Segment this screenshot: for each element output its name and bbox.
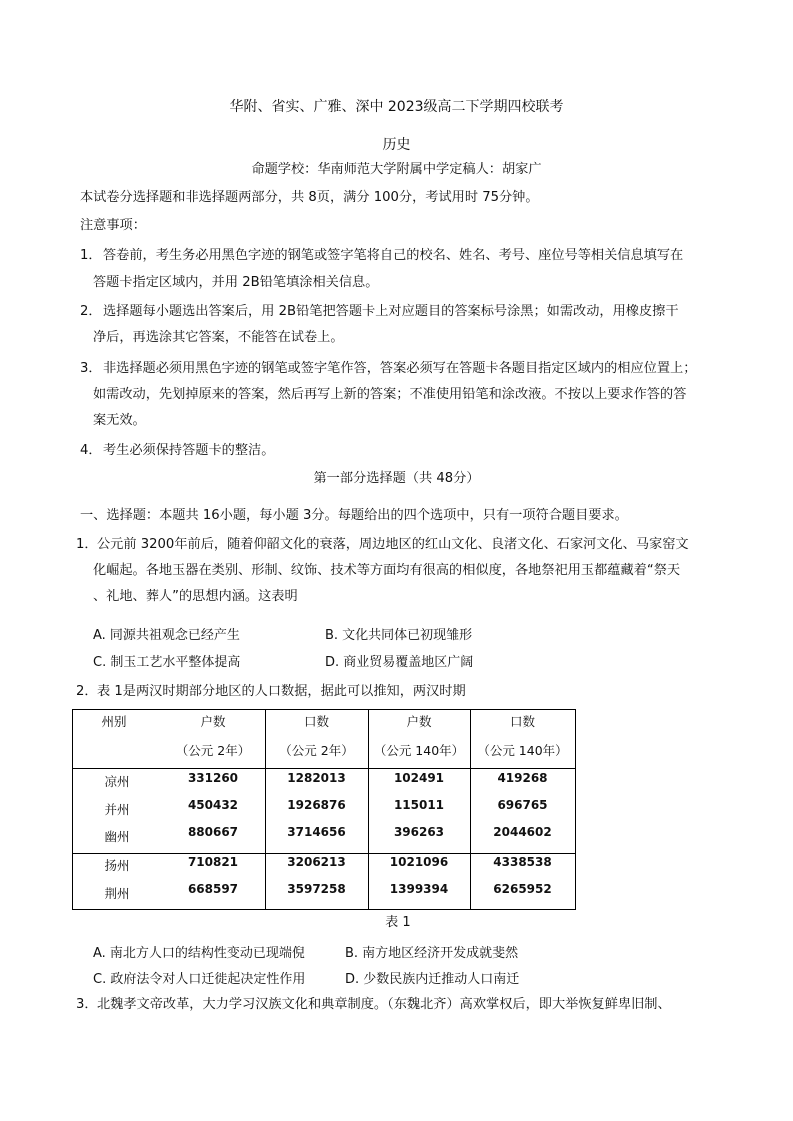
table-cell: 6265952	[493, 882, 552, 896]
setter-line: 命题学校：华南师范大学附属中学定稿人：胡家广	[251, 162, 542, 177]
notice-3-line-2: 如需改动，先划掉原来的答案，然后再写上新的答案；不准使用铅笔和涂改液。不按以上要求作答的答	[93, 387, 687, 402]
table-cell: 450432	[187, 798, 239, 812]
table-divider	[73, 768, 575, 769]
table-cell: 115011	[393, 798, 445, 812]
table-cell: 2044602	[493, 825, 552, 839]
table-header: 口数	[509, 714, 535, 729]
notice-3-line-1: 非选择题必须用黑色字迹的钢笔或签字笔作答，答案必须写在答题卡各题目指定区域内的相应位置上；	[103, 361, 697, 376]
table-cell: 1399394	[389, 882, 449, 896]
table-cell-region: 凉州	[104, 774, 130, 789]
notice-heading: 注意事项：	[80, 218, 146, 233]
q1-option-d: D. 商业贸易覆盖地区广阔	[325, 655, 474, 670]
table-cell: 331260	[187, 771, 239, 785]
table-header: 户数	[406, 714, 432, 729]
table-header: 口数	[303, 714, 329, 729]
table-cell-region: 幽州	[104, 829, 130, 844]
q1-number: 1．	[76, 537, 98, 552]
q2-option-c: C. 政府法令对人口迁徙起决定性作用	[93, 972, 306, 987]
q2-option-b: B. 南方地区经济开发成就斐然	[345, 946, 519, 961]
notice-4-num: 4．	[80, 443, 102, 458]
q3-text: 北魏孝文帝改革，大力学习汉族文化和典章制度。（东魏北齐）高欢掌权后，即大举恢复鲜卑旧制、	[97, 997, 671, 1012]
table-cell: 710821	[187, 855, 239, 869]
table-cell: 3206213	[287, 855, 346, 869]
notice-3-line-3: 案无效。	[93, 413, 146, 428]
notice-2-line-2: 净后，再选涂其它答案，不能答在试卷上。	[93, 330, 344, 345]
table-header-sub: （公元 140年）	[477, 743, 568, 758]
population-table	[72, 709, 576, 910]
q1-line-1: 公元前 3200年前后，随着仰韶文化的衰落，周边地区的红山文化、良渚文化、石家河文化、马家窑文	[97, 537, 689, 552]
subject-title: 历史	[382, 137, 411, 153]
table-cell: 1282013	[287, 771, 346, 785]
table-cell-region: 荆州	[104, 886, 130, 901]
notice-3-num: 3．	[80, 361, 102, 376]
q1-option-c: C. 制玉工艺水平整体提高	[93, 655, 241, 670]
table-header-sub: （公元 2年）	[279, 743, 354, 758]
table-cell-region: 扬州	[104, 858, 130, 873]
exam-summary: 本试卷分选择题和非选择题两部分，共 8页，满分 100分，考试用时 75分钟。	[80, 190, 539, 205]
notice-2-line-1: 选择题每小题选出答案后，用 2B铅笔把答题卡上对应题目的答案标号涂黑；如需改动，用橡皮擦干	[103, 304, 679, 319]
notice-1-num: 1．	[80, 248, 102, 263]
q3-number: 3．	[76, 997, 98, 1012]
table-cell: 3597258	[287, 882, 346, 896]
q2-number: 2．	[76, 684, 98, 699]
table-divider	[73, 853, 575, 854]
q1-option-b: B. 文化共同体已初现雏形	[325, 628, 473, 643]
table-header: 户数	[200, 714, 226, 729]
part1-instruction: 一、选择题：本题共 16小题，每小题 3分。每题给出的四个选项中，只有一项符合题目要求。	[80, 508, 628, 523]
exam-title: 华附、省实、广雅、深中 2023级高二下学期四校联考	[229, 99, 564, 115]
q2-option-a: A. 南北方人口的结构性变动已现端倪	[93, 946, 305, 961]
table-cell: 880667	[187, 825, 239, 839]
table-cell: 419268	[497, 771, 548, 785]
table-header-sub: （公元 2年）	[175, 743, 251, 758]
q1-line-3: 、礼地、葬人”的思想内涵。这表明	[93, 589, 298, 604]
table-cell: 1021096	[389, 855, 449, 869]
q1-option-a: A. 同源共祖观念已经产生	[93, 628, 240, 643]
notice-2-num: 2．	[80, 304, 102, 319]
table-cell: 3714656	[287, 825, 346, 839]
table-cell-region: 并州	[104, 802, 130, 817]
q1-line-2: 化崛起。各地玉器在类别、形制、纹饰、技术等方面均有很高的相似度，各地祭祀用玉都蕴藏着“祭天	[93, 563, 681, 578]
table-cell: 696765	[497, 798, 548, 812]
table-cell: 1926876	[287, 798, 346, 812]
notice-1-line-2: 答题卡指定区域内，并用 2B铅笔填涂相关信息。	[93, 275, 379, 290]
notice-4-line-1: 考生必须保持答题卡的整洁。	[103, 443, 275, 458]
table-cell: 4338538	[493, 855, 552, 869]
q2-text: 表 1是两汉时期部分地区的人口数据，据此可以推知，两汉时期	[97, 684, 466, 699]
table-cell: 396263	[393, 825, 445, 839]
table-header: 州别	[101, 714, 127, 729]
table-header-sub: （公元 140年）	[373, 743, 465, 758]
table-cell: 102491	[393, 771, 445, 785]
q2-option-d: D. 少数民族内迁推动人口南迁	[345, 972, 520, 987]
table-cell: 668597	[187, 882, 239, 896]
table-caption: 表 1	[385, 915, 411, 930]
part1-heading: 第一部分选择题（共 48分）	[313, 471, 480, 486]
notice-1-line-1: 答卷前，考生务必用黑色字迹的钢笔或签字笔将自己的校名、姓名、考号、座位号等相关信息填写在	[103, 248, 684, 263]
